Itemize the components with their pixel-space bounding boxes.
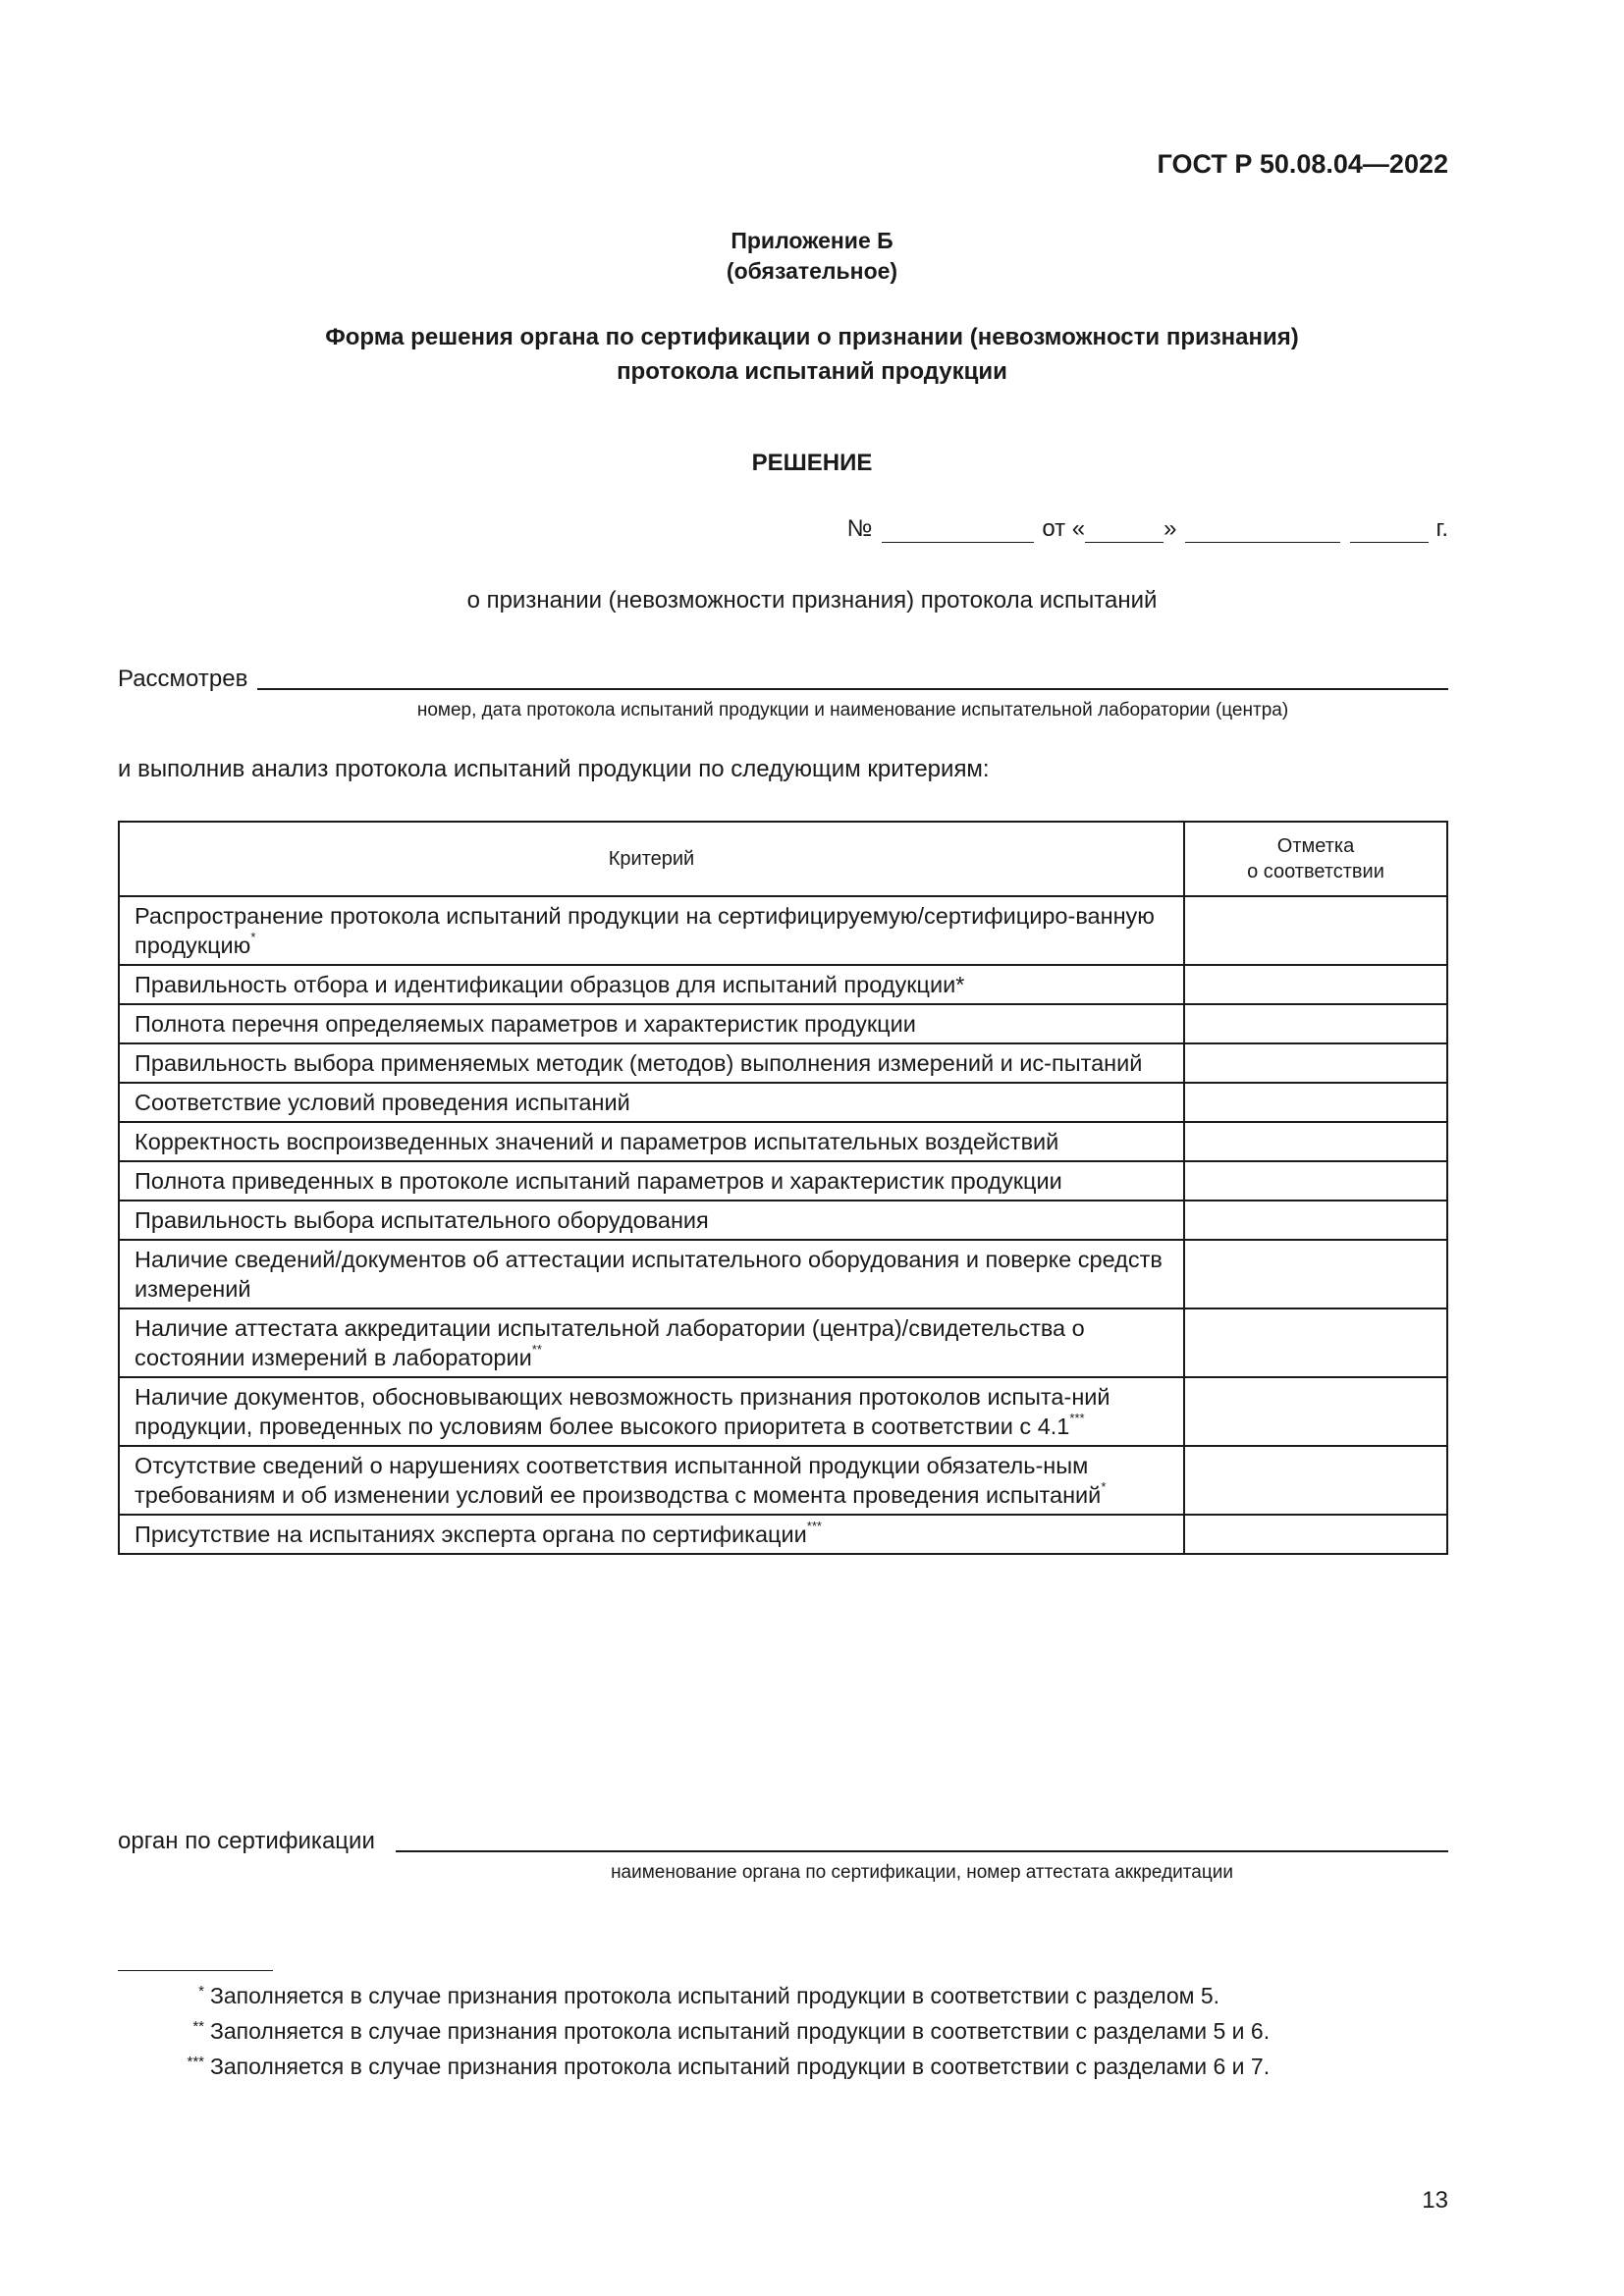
criterion-footnote-mark: ** [531,1342,542,1357]
form-title-line-1: Форма решения органа по сертификации о признании (невозможности признания) [325,324,1299,350]
appendix-status: (обязательное) [726,258,898,284]
table-row [119,1240,1447,1308]
criterion-footnote-mark: * [1101,1479,1107,1494]
criterion-cell [119,1240,1184,1308]
conformity-mark-cell[interactable] [1184,1201,1447,1240]
conformity-mark-cell[interactable] [1184,896,1447,965]
criterion-text: Распространение протокола испытаний продукции на сертифицируемую/сертифициро-ванную продукцию [135,903,1155,958]
criterion-text: Правильность выбора испытательного оборудования [135,1207,709,1233]
criteria-table [118,821,1448,1555]
footnote-1 [165,1983,1219,2009]
decision-title: РЕШЕНИЕ [751,450,873,476]
criterion-cell [119,896,1184,965]
conformity-mark-cell[interactable] [1184,1446,1447,1515]
conformity-mark-cell[interactable] [1184,1377,1447,1446]
footnote-2-mark: ** [192,2018,204,2035]
conformity-mark-cell[interactable] [1184,1083,1447,1122]
criterion-cell [119,1083,1184,1122]
criterion-cell [119,1308,1184,1377]
reviewed-label: Рассмотрев [118,666,248,692]
quote-close: » [1164,515,1177,542]
table-row [119,896,1447,965]
criteria-rows [119,896,1447,1554]
criterion-text: Полнота приведенных в протоколе испытаний параметров и характеристик продукции [135,1168,1062,1194]
day-blank[interactable] [1085,518,1164,543]
header-mark [1184,822,1447,896]
header-mark-line-2: о соответствии [1247,861,1384,882]
organ-blank[interactable] [396,1850,1448,1852]
footnote-3-mark: *** [187,2054,204,2070]
table-row [119,1446,1447,1515]
conformity-mark-cell[interactable] [1184,1161,1447,1201]
reviewed-caption: номер, дата протокола испытаний продукции и наименование испытательной лаборатории (центра) [416,700,1289,721]
criterion-cell [119,1377,1184,1446]
criterion-footnote-mark: *** [1069,1411,1085,1425]
conformity-mark-cell[interactable] [1184,1043,1447,1083]
header-mark-line-1: Отметка [1276,835,1355,857]
criterion-text: Корректность воспроизведенных значений и параметров испытательных воздействий [135,1129,1059,1154]
criterion-cell [119,1004,1184,1043]
criterion-cell [119,965,1184,1004]
criteria-intro: и выполнив анализ протокола испытаний продукции по следующим критериям: [118,756,990,782]
table-row [119,1083,1447,1122]
criterion-text: Полнота перечня определяемых параметров и характеристик продукции [135,1011,916,1037]
criterion-cell [119,1122,1184,1161]
footnote-2-text: Заполняется в случае признания протокола испытаний продукции в соответствии с разделами 5 и 6. [210,2018,1271,2044]
page-number: 13 [1422,2187,1448,2214]
conformity-mark-cell[interactable] [1184,1004,1447,1043]
from-label: от « [1042,515,1086,542]
criterion-cell [119,1201,1184,1240]
table-row [119,1161,1447,1201]
number-date-line [847,515,1448,543]
conformity-mark-cell[interactable] [1184,1122,1447,1161]
table-row [119,1122,1447,1161]
criterion-text: Наличие сведений/документов об аттестации испытательного оборудования и поверке средств измерений [135,1247,1163,1302]
criterion-footnote-mark: * [250,930,256,944]
criterion-text: Присутствие на испытаниях эксперта органа по сертификации [135,1522,807,1547]
criterion-cell [119,1161,1184,1201]
number-blank[interactable] [882,518,1034,543]
table-row [119,1515,1447,1554]
footnote-rule [118,1970,273,1971]
organ-label: орган по сертификации [118,1828,375,1854]
criterion-cell [119,1043,1184,1083]
reviewed-blank[interactable] [257,688,1448,690]
header-criterion: Критерий [119,822,1184,896]
footnote-3-text: Заполняется в случае признания протокола испытаний продукции в соответствии с разделами 6 и 7. [210,2054,1271,2079]
criterion-footnote-mark: *** [806,1519,822,1533]
criterion-text: Отсутствие сведений о нарушениях соответствия испытанной продукции обязатель-ным требованиям и об изменении условий ее производства с момента проведения испытаний [135,1453,1102,1508]
criterion-text: Соответствие условий проведения испытаний [135,1090,630,1115]
table-row [119,1004,1447,1043]
criterion-cell [119,1446,1184,1515]
year-blank[interactable] [1350,518,1429,543]
table-row [119,1308,1447,1377]
organ-caption: наименование органа по сертификации, номер аттестата аккредитации [611,1862,1233,1883]
footnote-2 [165,2018,1270,2045]
year-suffix: г. [1435,515,1448,542]
criterion-cell [119,1515,1184,1554]
footnote-1-text: Заполняется в случае признания протокола испытаний продукции в соответствии с разделом 5. [210,1983,1220,2008]
table-row [119,965,1447,1004]
table-row [119,1201,1447,1240]
number-label: № [846,515,873,542]
criterion-text: Правильность выбора применяемых методик (методов) выполнения измерений и ис-пытаний [135,1050,1143,1076]
table-header-row [119,822,1447,896]
form-title-line-2: протокола испытаний продукции [617,358,1007,385]
footnote-3 [165,2054,1270,2080]
conformity-mark-cell[interactable] [1184,1308,1447,1377]
conformity-mark-cell[interactable] [1184,965,1447,1004]
form-title [0,320,1624,389]
conformity-mark-cell[interactable] [1184,1515,1447,1554]
conformity-mark-cell[interactable] [1184,1240,1447,1308]
appendix-title: Приложение Б [731,228,893,253]
standard-designation: ГОСТ Р 50.08.04—2022 [1157,149,1448,179]
criterion-text: Правильность отбора и идентификации образцов для испытаний продукции* [135,972,965,997]
table-row [119,1377,1447,1446]
decision-subject: о признании (невозможности признания) протокола испытаний [466,587,1158,614]
footnote-1-mark: * [198,1983,204,2000]
table-row [119,1043,1447,1083]
month-blank[interactable] [1185,518,1340,543]
criterion-text: Наличие аттестата аккредитации испытательной лаборатории (центра)/свидетельства о состоянии измерений в лаборатории [135,1315,1085,1370]
criterion-text: Наличие документов, обосновывающих невозможность признания протоколов испыта-ний продукции, проведенных по условиям более высокого приоритета в соответствии с 4.1 [135,1384,1110,1439]
